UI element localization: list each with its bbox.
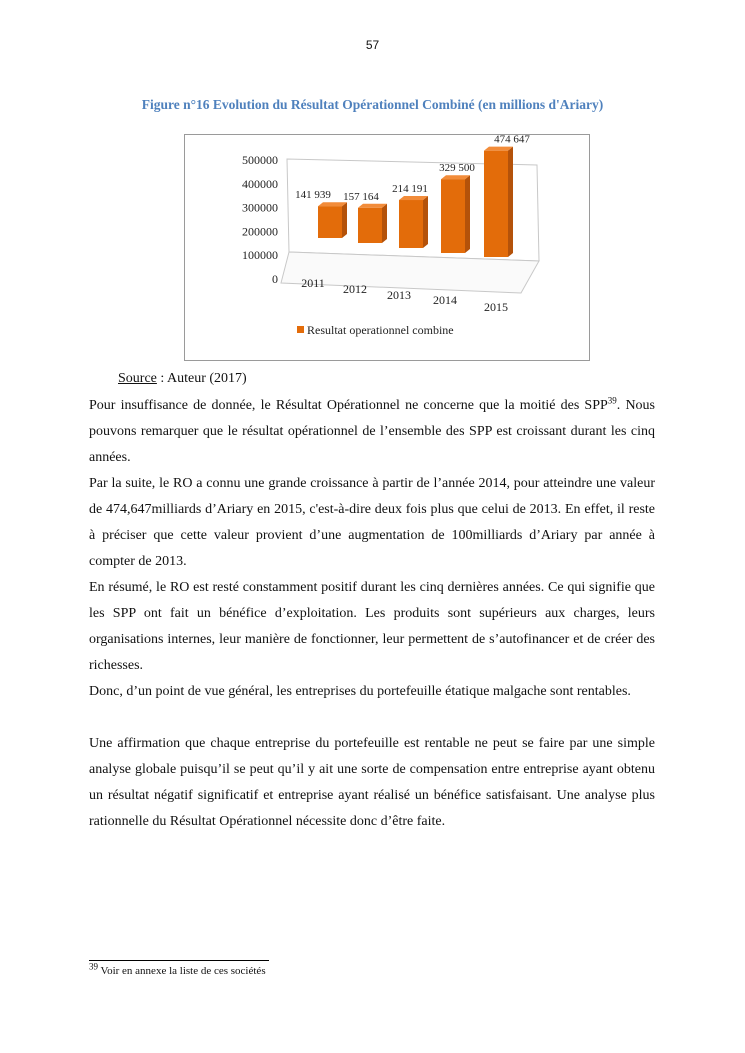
bar-top [318,202,347,206]
footnote-number: 39 [89,961,98,972]
footnote-rule [89,960,269,961]
x-category-label: 2012 [343,282,367,296]
data-label: 329 500 [439,162,475,175]
bar-side [382,204,387,243]
paragraph [89,393,655,471]
paragraph-text: Pour insuffisance de donnée, le Résultat Opérationnel ne concerne que la moitié des SPP [89,398,608,413]
chart-legend [297,323,454,337]
footnote-ref: 39 [607,395,617,406]
paragraph-text: . Nous pouvons remarquer que le résultat opérationnel de l’ensemble des SPP est croissant durant les cinq années. [89,398,656,465]
paragraph-spacer [89,705,655,731]
y-tick-label: 200000 [242,224,278,239]
bar-top [484,147,513,151]
bar-side [465,175,470,253]
chart-container [184,134,590,361]
legend-swatch [297,326,304,333]
figure-title: Figure n°16 Evolution du Résultat Opérationnel Combiné (en millions d'Ariary) [141,97,604,112]
y-tick-label: 0 [272,272,278,286]
bar [441,179,465,253]
footnote [89,961,266,977]
paragraph: Une affirmation que chaque entreprise du portefeuille est rentable ne peut se faire par une simple analyse globale puisqu’il se peut qu’il y ait une sorte de compensation entre entreprise ayant obtenu un résultat négatif significatif et entreprise ayant réalisé un bénéfice satisfaisant. Une analyse plus rationnelle du Résultat Opérationnel nécessite donc d’être faite. [89,736,655,829]
y-tick-label: 100000 [242,248,278,263]
bar [318,206,342,238]
legend-label: Resultat operationnel combine [307,323,454,337]
bar-side [342,202,347,238]
paragraph: Par la suite, le RO a connu une grande croissance à partir de l’année 2014, pour atteindre une valeur de 474,647milliards d’Ariary en 2015, c'est-à-dire deux fois plus que celui de 2013. En effet, il reste à préciser que cette valeur provient d’une augmentation de 100milliards d’Ariary par année à compter de 2013. [89,476,655,569]
bar-side [423,196,428,248]
bar-side [508,147,513,257]
x-category-label: 2015 [484,300,508,314]
data-label: 141 939 [295,189,331,202]
footnote-text: Voir en annexe la liste de ces sociétés [98,965,266,977]
page-number: 57 [365,38,380,52]
paragraph: En résumé, le RO est resté constamment positif durant les cinq dernières années. Ce qui signifie que les SPP ont fait un bénéfice d’exploitation. Les produits sont supérieurs aux charges, leurs organisations internes, leur manière de fonctionner, leur permettent de s’autofinancer et de créer des richesses. [89,580,655,673]
bar-chart [185,135,589,360]
data-label: 214 191 [392,183,428,196]
bar-top [399,196,428,200]
source-label: Source [118,371,157,386]
y-tick-label: 300000 [242,200,278,215]
bar [358,208,382,243]
y-tick-label: 400000 [242,176,278,191]
figure-source [118,371,247,387]
data-label: 474 647 [494,135,530,146]
bar [484,151,508,257]
x-category-label: 2013 [387,288,411,302]
data-label: 157 164 [343,190,379,203]
bar-top [441,175,470,179]
paragraph: Donc, d’un point de vue général, les entreprises du portefeuille étatique malgache sont rentables. [89,684,631,699]
y-axis-ticks [242,153,278,286]
x-category-label: 2014 [433,293,457,307]
y-tick-label: 500000 [242,153,278,167]
source-text: : Auteur (2017) [156,371,247,386]
x-category-label: 2011 [301,276,325,290]
body-text [89,393,655,835]
bar [399,200,423,248]
bar-top [358,204,387,208]
